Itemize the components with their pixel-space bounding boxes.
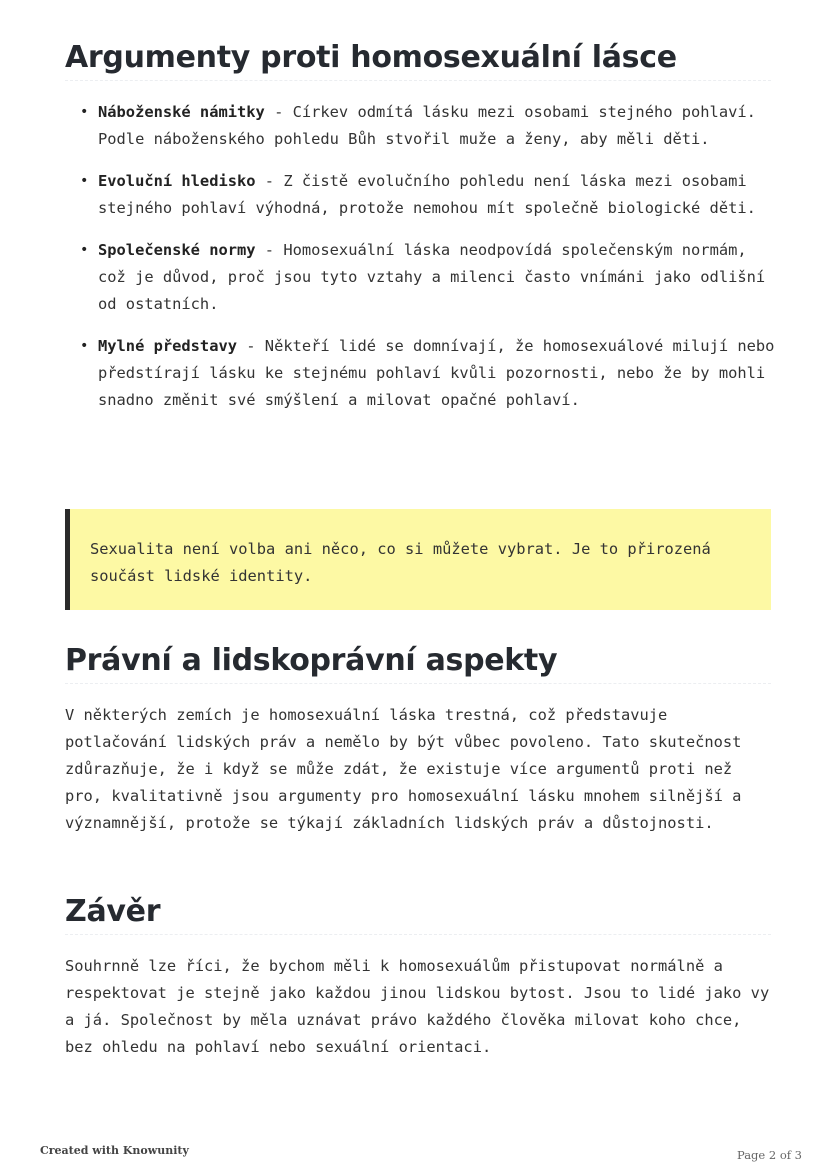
legal-paragraph: V některých zemích je homosexuální láska trestná, což představuje potlačování lidských práv a nemělo by být vůbec povoleno. Tato skutečnost zdůrazňuje, že i když se může zdát, že existuje více argumentů proti než pro, kvalitativně jsou argumenty pro homosexuální lásku mnohem silnější a významnější, protože se týkají základních lidských práv a důstojnosti.: [65, 706, 742, 832]
list-item: [78, 168, 778, 222]
list-item-term: Evoluční hledisko: [98, 172, 256, 190]
bullet-icon: •: [80, 104, 89, 120]
heading-legal: Právní a lidskoprávní aspekty: [65, 643, 558, 678]
heading-rule: [65, 683, 771, 684]
heading-rule: [65, 80, 771, 81]
list-item-text: - Někteří lidé se domnívají, že homosexuálové milují nebo předstírají lásku ke stejnému pohlaví kvůli pozornosti, nebo že by mohli snadno změnit své smýšlení a milovat opačné pohlaví.: [98, 337, 775, 409]
list-item: [78, 237, 778, 318]
highlight-note: Sexualita není volba ani něco, co si můžete vybrat. Je to přirozená součást lidské identity.: [65, 509, 771, 610]
heading-arguments: Argumenty proti homosexuální lásce: [65, 40, 677, 75]
list-item-term: Náboženské námitky: [98, 103, 265, 121]
arguments-list: [78, 99, 778, 429]
list-item-text: - Z čistě evolučního pohledu není láska mezi osobami stejného pohlaví výhodná, protože nemohou mít společně biologické děti.: [98, 172, 756, 217]
bullet-icon: •: [80, 338, 89, 354]
list-item-term: Společenské normy: [98, 241, 256, 259]
list-item: [78, 333, 778, 414]
page-number: Page 2 of 3: [736, 1148, 802, 1162]
bullet-icon: •: [80, 242, 89, 258]
conclusion-paragraph: Souhrnně lze říci, že bychom měli k homosexuálům přistupovat normálně a respektovat je stejně jako každou jinou lidskou bytost. Jsou to lidé jako vy a já. Společnost by měla uznávat právo každého člověka milovat koho chce, bez ohledu na pohlaví nebo sexuální orientaci.: [65, 957, 770, 1056]
footer-credit: Created with Knowunity: [40, 1144, 189, 1157]
heading-conclusion: Závěr: [65, 894, 161, 929]
list-item-term: Mylné představy: [98, 337, 237, 355]
bullet-icon: •: [80, 173, 89, 189]
heading-rule: [65, 934, 771, 935]
list-item-text: - Církev odmítá lásku mezi osobami stejného pohlaví. Podle náboženského pohledu Bůh stvořil muže a ženy, aby měli děti.: [98, 103, 756, 148]
list-item: [78, 99, 778, 153]
list-item-text: - Homosexuální láska neodpovídá společenským normám, což je důvod, proč jsou tyto vztahy a milenci často vnímáni jako odlišní od ostatních.: [98, 241, 766, 313]
